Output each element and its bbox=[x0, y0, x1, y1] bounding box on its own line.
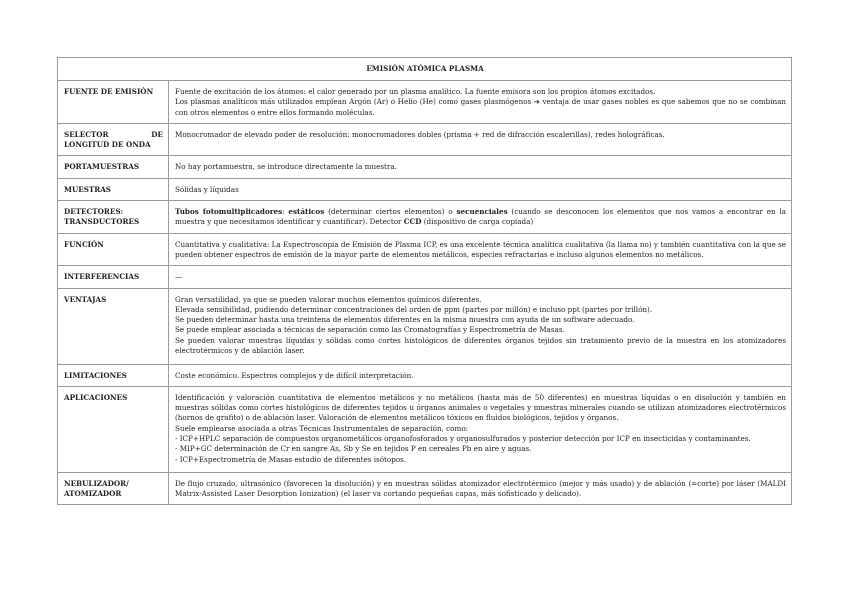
text-line: Cuantitativa y cualitativa: La Espectroscopia de Emisión de Plasma ICP, es una excelente técnica analítica cualitativa (la llama no) y también cuantitativa con la que se pueden obtener espectros de emisión de la mayor parte de elementos metálicos, especies refractarias e incluso algunos elementos no metálicos. bbox=[175, 239, 787, 259]
emission-table bbox=[57, 57, 792, 505]
row-content-fuente bbox=[169, 81, 792, 124]
text-line: Los plasmas analíticos más utilizados emplean Argón (Ar) o Helio (He) como gases plasmógenos ➔ ventaja de usar gases nobles es que sabemos que no se combinan con otros elementos o entre ellos formando moléculas. bbox=[175, 97, 787, 117]
table-row bbox=[58, 81, 792, 124]
text-line: - MIP+GC determinación de Cr en sangre As, Sb y Se en tejidos P en cereales Pb en aire y aguas. bbox=[175, 444, 532, 454]
text-line: No hay portamuestra, se introduce directamente la muestra. bbox=[175, 162, 397, 172]
text-line: Se pueden determinar hasta una treintena de elementos diferentes en la misma muestra con ayuda de un software adecuado. bbox=[175, 315, 635, 325]
row-label-fuente: FUENTE DE EMISIÓN bbox=[58, 81, 169, 124]
row-content-selector bbox=[169, 123, 792, 156]
table-title: EMISIÓN ATÓMICA PLASMA bbox=[58, 58, 792, 81]
row-label-muestras: MUESTRAS bbox=[58, 178, 169, 200]
row-label-portamuestras: PORTAMUESTRAS bbox=[58, 156, 169, 178]
text-line: Suele emplearse asociada a otras Técnicas Instrumentales de separación, como: bbox=[175, 423, 469, 433]
bold-text: CCD bbox=[403, 217, 422, 227]
row-content-limitaciones bbox=[169, 364, 792, 386]
row-content-portamuestras bbox=[169, 156, 792, 178]
row-label-aplicaciones: APLICACIONES bbox=[58, 386, 169, 472]
row-label-detectores: DETECTORES: TRANSDUCTORES bbox=[58, 201, 169, 234]
row-label-interferencias: INTERFERENCIAS bbox=[58, 266, 169, 288]
text-line: Elevada sensibilidad, pudiendo determinar concentraciones del orden de ppm (partes por millón) e incluso ppt (partes por trillón). bbox=[175, 304, 653, 314]
row-label-limitaciones: LIMITACIONES bbox=[58, 364, 169, 386]
row-content-aplicaciones bbox=[169, 386, 792, 472]
text-span: : bbox=[282, 207, 289, 217]
row-label-ventajas: VENTAJAS bbox=[58, 288, 169, 364]
table-row bbox=[58, 386, 792, 472]
row-content-detectores bbox=[169, 201, 792, 234]
text-line: - ICP+Espectrometría de Masas estudio de diferentes isótopos. bbox=[175, 454, 407, 464]
table-row bbox=[58, 178, 792, 200]
table-title-row bbox=[58, 58, 792, 81]
bold-text: Tubos fotomultiplicadores bbox=[175, 207, 283, 217]
text-span: (dispositivo de carga copiada) bbox=[421, 217, 534, 227]
table-row bbox=[58, 266, 792, 288]
text-line: Monocromador de elevado poder de resolución: monocromadores dobles (prisma + red de difracción escalerillas), redes holográficas. bbox=[175, 129, 665, 139]
table-row bbox=[58, 156, 792, 178]
text-line: Fuente de excitación de los átomos: el calor generado por un plasma analítico. La fuente emisora son los propios átomos excitados. bbox=[175, 87, 656, 96]
row-content-nebulizador bbox=[169, 472, 792, 505]
row-content-funcion bbox=[169, 233, 792, 266]
text-line: Se pueden valorar muestras líquidas y sólidas como cortes histológicos de diferentes órganos tejidos sin tratamiento previo de la muestra en los atomizadores electrotérmicos y de ablación laser. bbox=[175, 335, 787, 356]
text-span: (determinar ciertos elementos) o bbox=[324, 207, 457, 217]
text-line: Sólidas y líquidas bbox=[175, 184, 239, 194]
bold-text: estáticos bbox=[288, 207, 325, 217]
table-row bbox=[58, 472, 792, 505]
row-content-interferencias bbox=[169, 266, 792, 288]
row-label-funcion: FUNCIÓN bbox=[58, 233, 169, 266]
text-line: Coste económico. Espectros complejos y de difícil interpretación. bbox=[175, 370, 414, 380]
text-line: De flujo cruzado, ultrasónico (favorecen la disolución) y en muestras sólidas atomizador electrotérmico (mejor y más usado) y de ablación (=corte) por láser (MALDI Matrix-Assisted Laser Desorption Ionization) (el laser va cortando pequeñas capas, más sofisticado y delicado). bbox=[175, 478, 787, 499]
text-span: (cuando se desconocen los elementos que nos vamos a encontrar en la muestra y que necesitamos identificar y cuantificar). Detector bbox=[175, 207, 787, 227]
row-content-muestras bbox=[169, 178, 792, 200]
text-line: — bbox=[175, 272, 183, 282]
document-page bbox=[57, 57, 791, 505]
table-row bbox=[58, 233, 792, 266]
text-line: Se puede emplear asociada a técnicas de separación como las Cromatografías y Espectrometría de Masas. bbox=[175, 325, 565, 335]
text-line: Identificación y valoración cuantitativa de elementos metálicos y no metálicos (hasta más de 50 diferentes) en muestras líquidas o en disolución y también en muestras sólidas como cortes histológicos de diferentes tejidos u órganos animales o vegetales y muestras minerales cuando se utilizan atomizadores electrotérmicos (hornos de grafito) o de ablación laser. Valoración de elementos metálicos tóxicos en fluidos biológicos, tejidos y órganos. bbox=[175, 392, 787, 423]
row-label-nebulizador: NEBULIZADOR/ ATOMIZADOR bbox=[58, 472, 169, 505]
bold-text: secuenciales bbox=[456, 207, 508, 217]
table-row bbox=[58, 201, 792, 234]
row-content-ventajas bbox=[169, 288, 792, 364]
text-line: Gran versatilidad, ya que se pueden valorar muchos elementos químicos diferentes. bbox=[175, 294, 482, 304]
table-row bbox=[58, 123, 792, 156]
row-label-selector: SELECTOR DE LONGITUD DE ONDA bbox=[58, 123, 169, 156]
table-row bbox=[58, 288, 792, 364]
text-line: - ICP+HPLC separación de compuestos organometálicos organofosforados y organosulfurados y posterior detección por ICP en insecticidas y contaminantes. bbox=[175, 434, 751, 444]
table-row bbox=[58, 364, 792, 386]
